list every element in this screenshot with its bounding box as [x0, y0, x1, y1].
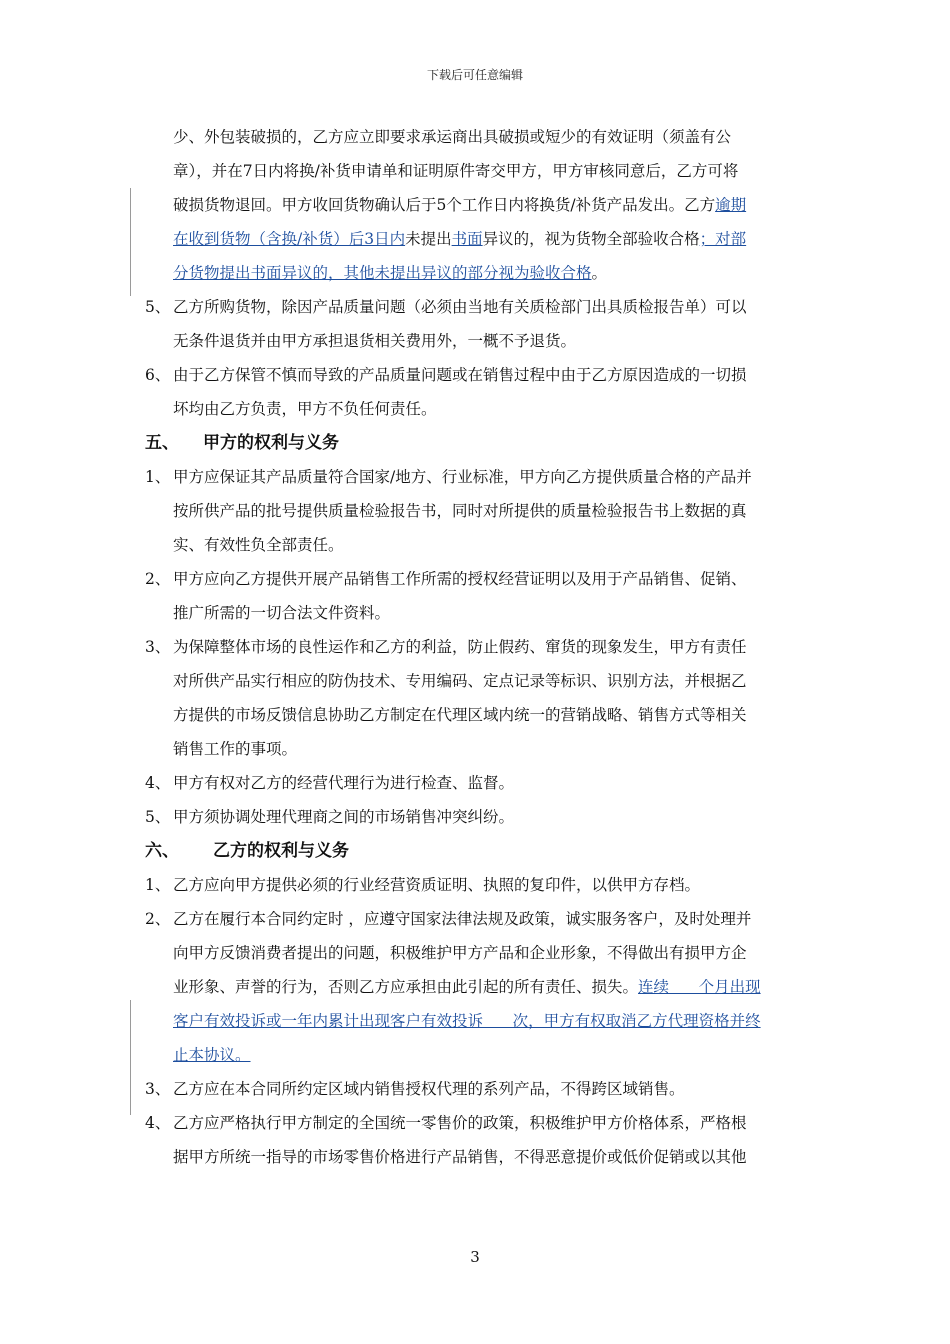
page-header: 下载后可任意编辑	[426, 68, 523, 82]
section-heading	[145, 834, 349, 868]
text-line: 甲方应向乙方提供开展产品销售工作所需的授权经营证明以及用于产品销售、促销、	[173, 570, 747, 588]
tracked-insertion: 止本协议。	[173, 1046, 251, 1064]
text-run: 异议的，视为货物全部验收合格	[482, 230, 700, 248]
tracked-insertion: 逾期	[715, 196, 747, 214]
text-line: 乙方应严格执行甲方制定的全国统一零售价的政策，积极维护甲方价格体系，严格根	[173, 1114, 747, 1132]
text-line: 据甲方所统一指导的市场零售价格进行产品销售，不得恶意提价或低价促销或以其他	[173, 1148, 747, 1166]
tracked-insertion: ；对部	[699, 230, 747, 248]
text-line: 对所供产品实行相应的防伪技术、专用编码、定点记录等标识、识别方法，并根据乙	[173, 672, 747, 690]
list-item-number: 5、	[145, 808, 171, 826]
text-run: 。	[591, 264, 608, 282]
list-item-number: 4、	[145, 1114, 171, 1132]
text-line	[173, 222, 810, 256]
text-line	[173, 120, 810, 154]
list-item-number: 3、	[145, 638, 171, 656]
revision-change-bar	[130, 188, 131, 296]
text-line: 甲方有权对乙方的经营代理行为进行检查、监督。	[173, 774, 515, 792]
text-run: 少、外包装破损的，乙方应立即要求承运商出具破损或短少的有效证明（须盖有公	[173, 128, 732, 146]
text-line	[173, 154, 810, 188]
text-line: 推广所需的一切合法文件资料。	[173, 604, 391, 622]
tracked-insertion: 在收到货物（含换/补货）后3日内	[173, 230, 406, 248]
text-line	[173, 188, 810, 222]
text-line: 甲方须协调处理代理商之间的市场销售冲突纠纷。	[173, 808, 515, 826]
tracked-insertion: 连续 个月出现	[638, 978, 761, 996]
list-item-number: 3、	[145, 1080, 171, 1098]
list-item-number: 1、	[145, 468, 171, 486]
text-line: 由于乙方保管不慎而导致的产品质量问题或在销售过程中由于乙方原因造成的一切损	[173, 366, 747, 384]
text-line	[173, 936, 810, 970]
list-item-number: 5、	[145, 298, 171, 316]
text-line: 无条件退货并由甲方承担退货相关费用外，一概不予退货。	[173, 332, 577, 350]
list-item-number: 6、	[145, 366, 171, 384]
text-line	[173, 1038, 810, 1072]
text-run: 破损货物退回。甲方收回货物确认后于5个工作日内将换货/补货产品发出。乙方	[173, 196, 716, 214]
page-number: 3	[470, 1248, 480, 1266]
text-run: 章），并在7日内将换/补货申请单和证明原件寄交甲方，甲方审核同意后，乙方可将	[173, 162, 739, 180]
text-line: 为保障整体市场的良性运作和乙方的利益，防止假药、窜货的现象发生，甲方有责任	[173, 638, 747, 656]
text-run: 乙方在履行本合同约定时 ，应遵守国家法律法规及政策，诚实服务客户，及时处理并	[173, 910, 752, 928]
text-line: 乙方应在本合同所约定区域内销售授权代理的系列产品，不得跨区域销售。	[173, 1080, 685, 1098]
text-line	[173, 1004, 810, 1038]
tracked-insertion: 分货物提出书面异议的，其他未提出异议的部分视为验收合格	[173, 264, 592, 282]
text-line: 乙方所购货物，除因产品质量问题（必须由当地有关质检部门出具质检报告单）可以	[173, 298, 747, 316]
list-item-number: 1、	[145, 876, 171, 894]
text-line: 坏均由乙方负责，甲方不负任何责任。	[173, 400, 437, 418]
text-run: 未提出	[405, 230, 452, 248]
text-run: 业形象、声誉的行为，否则乙方应承担由此引起的所有责任、损失。	[173, 978, 639, 996]
revision-change-bar	[130, 1000, 131, 1115]
section-heading	[145, 426, 339, 460]
text-run: 向甲方反馈消费者提出的问题，积极维护甲方产品和企业形象，不得做出有损甲方企	[173, 944, 747, 962]
list-item-number: 4、	[145, 774, 171, 792]
text-line: 实、有效性负全部责任。	[173, 536, 344, 554]
tracked-insertion: 客户有效投诉或一年内累计出现客户有效投诉 次，甲方有权取消乙方代理资格并终	[173, 1012, 761, 1030]
text-line: 按所供产品的批号提供质量检验报告书，同时对所提供的质量检验报告书上数据的真	[173, 502, 747, 520]
text-line	[173, 902, 810, 936]
section-title: 甲方的权利与义务	[203, 433, 339, 453]
section-number: 五、	[145, 433, 179, 453]
text-line	[173, 970, 810, 1004]
section-number: 六、	[145, 841, 179, 861]
list-item-number: 2、	[145, 570, 171, 588]
text-line	[173, 256, 810, 290]
text-line: 乙方应向甲方提供必须的行业经营资质证明、执照的复印件，以供甲方存档。	[173, 876, 701, 894]
list-item-number: 2、	[145, 910, 171, 928]
text-line: 销售工作的事项。	[173, 740, 298, 758]
text-line: 甲方应保证其产品质量符合国家/地方、行业标准，甲方向乙方提供质量合格的产品并	[173, 468, 752, 486]
section-title: 乙方的权利与义务	[213, 841, 349, 861]
text-line: 方提供的市场反馈信息协助乙方制定在代理区域内统一的营销战略、销售方式等相关	[173, 706, 747, 724]
tracked-insertion: 书面	[451, 230, 483, 248]
